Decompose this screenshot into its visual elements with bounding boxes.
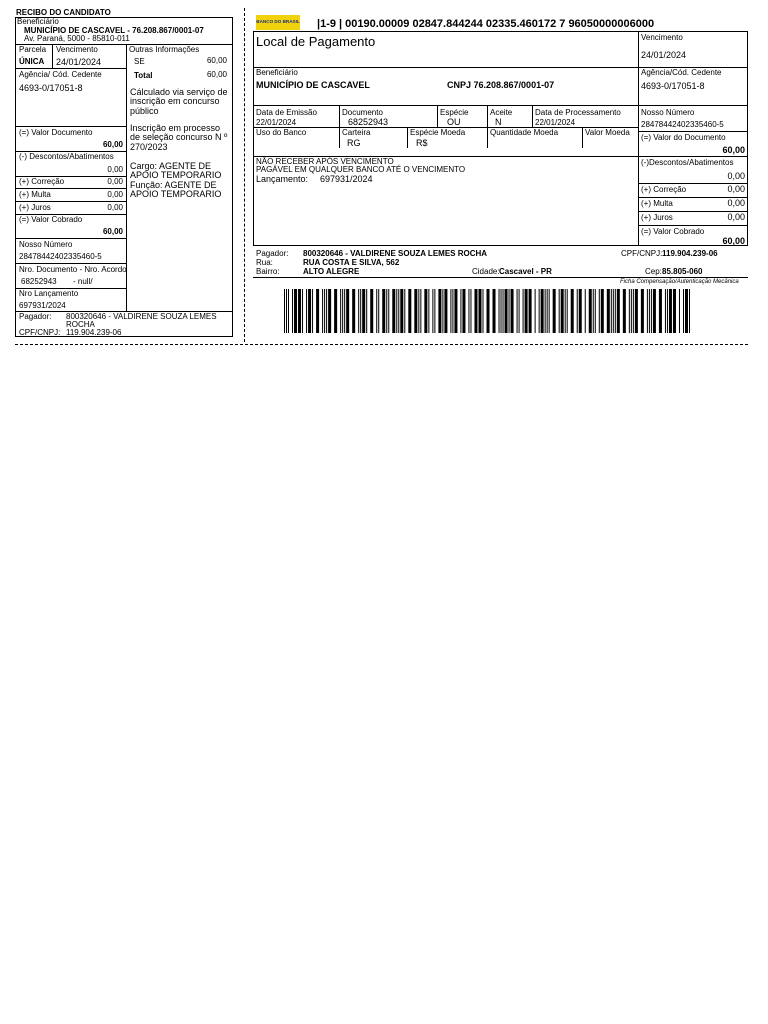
barcode-bar xyxy=(635,289,638,333)
barcode-bar xyxy=(567,289,568,333)
barcode-bar xyxy=(611,289,612,333)
boleto-juros-label: (+) Juros xyxy=(641,213,673,222)
barcode xyxy=(284,289,690,333)
barcode-bar xyxy=(400,289,403,333)
boleto-pagador-value: 800320646 - VALDIRENE SOUZA LEMES ROCHA xyxy=(303,249,488,258)
barcode-bar xyxy=(525,289,528,333)
barcode-bar xyxy=(685,289,688,333)
boleto-multa-value: 0,00 xyxy=(727,198,745,208)
barcode-bar xyxy=(633,289,634,333)
barcode-bar xyxy=(649,289,650,333)
boleto-valor-doc-label: (=) Valor do Documento xyxy=(641,133,726,142)
cut-line-vertical xyxy=(244,8,245,342)
boleto-cnpj: CNPJ 76.208.867/0001-07 xyxy=(447,80,555,90)
receipt-total-label: Total xyxy=(134,71,153,80)
barcode-bar xyxy=(617,289,620,333)
barcode-bar xyxy=(474,289,477,333)
barcode-bar xyxy=(352,289,355,333)
barcode-bar xyxy=(647,289,648,333)
boleto-multa-label: (+) Multa xyxy=(641,199,673,208)
especie-value: OU xyxy=(447,117,461,127)
barcode-bar xyxy=(326,289,327,333)
receipt-pagador-label: Pagador: xyxy=(19,312,52,321)
documento-label: Documento xyxy=(342,108,383,117)
barcode-bar xyxy=(324,289,325,333)
barcode-bar xyxy=(434,289,435,333)
barcode-bar xyxy=(539,289,540,333)
lancamento-value: 697931/2024 xyxy=(320,174,373,184)
barcode-bar xyxy=(529,289,532,333)
linha-digitavel: |1-9 | 00190.00009 02847.844244 02335.460172 7 96050000006000 xyxy=(317,18,655,30)
receipt-nro-doc-value: 68252943 xyxy=(21,277,57,286)
barcode-bar xyxy=(523,289,524,333)
barcode-bar xyxy=(615,289,616,333)
barcode-bar xyxy=(438,289,441,333)
bairro-value: ALTO ALEGRE xyxy=(303,267,360,276)
receipt-agencia-value: 4693-0/17051-8 xyxy=(19,83,83,93)
barcode-bar xyxy=(503,289,504,333)
boleto-cpf-value: 119.904.239-06 xyxy=(662,249,718,258)
boleto-agencia-value: 4693-0/17051-8 xyxy=(641,81,705,91)
barcode-bar xyxy=(565,289,566,333)
receipt-valor-doc-label: (=) Valor Documento xyxy=(19,128,93,137)
cidade-label: Cidade: xyxy=(472,267,500,276)
bank-logo xyxy=(256,15,300,30)
cidade-value: Cascavel - PR xyxy=(499,267,552,276)
receipt-correcao-value: 0,00 xyxy=(107,177,123,186)
boleto-vencimento-value: 24/01/2024 xyxy=(641,50,687,60)
receipt-nro-lanc-label: Nro Lançamento xyxy=(19,289,79,298)
ficha-compensacao-text: Ficha Compensação/Autenticação Mecânica xyxy=(620,279,739,285)
barcode-bar xyxy=(541,289,544,333)
receipt-total-value: 60,00 xyxy=(206,70,227,79)
receipt-juros-label: (+) Juros xyxy=(19,203,51,212)
receipt-correcao-label: (+) Correção xyxy=(19,177,65,186)
receipt-nro-doc-label: Nro. Documento - Nro. Acordo xyxy=(19,265,127,274)
barcode-bar xyxy=(424,289,427,333)
barcode-bar xyxy=(599,289,600,333)
data-processamento-value: 22/01/2024 xyxy=(535,118,576,127)
barcode-bar xyxy=(294,289,297,333)
barcode-bar xyxy=(493,289,496,333)
carteira-value: RG xyxy=(347,138,361,148)
receipt-multa-value: 0,00 xyxy=(107,190,123,199)
instrucao-1: NÃO RECEBER APÓS VENCIMENTO xyxy=(256,157,394,166)
barcode-bar xyxy=(631,289,632,333)
barcode-bar xyxy=(669,289,672,333)
barcode-bar xyxy=(358,289,359,333)
barcode-bar xyxy=(420,289,421,333)
barcode-bar xyxy=(511,289,514,333)
cep-label: Cep: xyxy=(645,267,662,276)
barcode-bar xyxy=(462,289,465,333)
rua-value: RUA COSTA E SILVA, 562 xyxy=(303,258,400,267)
receipt-agencia-label: Agência/ Cód. Cedente xyxy=(19,70,102,79)
barcode-bar xyxy=(683,289,684,333)
receipt-se-value: 60,00 xyxy=(206,56,227,65)
barcode-bar xyxy=(344,289,345,333)
barcode-bar xyxy=(665,289,666,333)
barcode-bar xyxy=(659,289,662,333)
receipt-info-2: Inscrição em processo de seleção concurso N º 270/2023 xyxy=(130,123,228,152)
documento-value: 68252943 xyxy=(348,117,389,127)
barcode-bar xyxy=(432,289,433,333)
barcode-bar xyxy=(487,289,490,333)
barcode-bar xyxy=(505,289,508,333)
local-pagamento-label: Local de Pagamento xyxy=(256,34,376,49)
boleto-pagador-label: Pagador: xyxy=(256,249,289,258)
barcode-bar xyxy=(286,289,287,333)
barcode-bar xyxy=(308,289,311,333)
boleto-correcao-label: (+) Correção xyxy=(641,185,687,194)
barcode-bar xyxy=(454,289,457,333)
receipt-nro-acordo-value: - null/ xyxy=(73,277,93,286)
barcode-bar xyxy=(334,289,337,333)
receipt-nosso-numero-value: 28478442402335460-5 xyxy=(19,252,102,261)
barcode-bar xyxy=(559,289,560,333)
barcode-bar xyxy=(452,289,453,333)
barcode-bar xyxy=(450,289,451,333)
barcode-bar xyxy=(595,289,596,333)
barcode-bar xyxy=(585,289,586,333)
barcode-bar xyxy=(388,289,389,333)
data-emissao-label: Data de Emissão xyxy=(256,108,317,117)
receipt-valor-cobrado-value: 60,00 xyxy=(102,227,123,236)
barcode-bar xyxy=(517,289,518,333)
lancamento-label: Lançamento: xyxy=(256,174,309,184)
barcode-bar xyxy=(673,289,676,333)
receipt-vencimento-value: 24/01/2024 xyxy=(56,57,102,67)
barcode-bar xyxy=(499,289,500,333)
aceite-value: N xyxy=(495,117,502,127)
receipt-info-3: Cargo: AGENTE DE APOIO TEMPORARIO Função: AGENTE DE APOIO TEMPORARIO xyxy=(130,161,222,200)
receipt-address: Av. Paraná, 5000 - 85810-011 xyxy=(24,34,130,43)
cep-value: 85.805-060 xyxy=(662,267,703,276)
valor-moeda-label: Valor Moeda xyxy=(585,128,630,137)
barcode-bar xyxy=(370,289,373,333)
receipt-descontos-value: 0,00 xyxy=(107,165,123,174)
barcode-bar xyxy=(679,289,680,333)
barcode-bar xyxy=(328,289,331,333)
receipt-info-1: Cálculado via serviço de inscrição em concurso público xyxy=(130,87,228,116)
barcode-bar xyxy=(501,289,502,333)
barcode-bar xyxy=(689,289,690,333)
barcode-bar xyxy=(623,289,626,333)
bairro-label: Bairro: xyxy=(256,267,280,276)
barcode-bar xyxy=(653,289,656,333)
boleto-juros-value: 0,00 xyxy=(727,212,745,222)
barcode-bar xyxy=(302,289,303,333)
bank-logo-text: BANCO DO BRASIL xyxy=(256,19,300,25)
receipt-beneficiario-value: MUNICÍPIO DE CASCAVEL - 76.208.867/0001-07 xyxy=(24,26,204,35)
uso-banco-label: Uso do Banco xyxy=(256,128,307,137)
barcode-bar xyxy=(547,289,548,333)
boleto-valor-cobrado-label: (=) Valor Cobrado xyxy=(641,227,705,236)
barcode-bar xyxy=(549,289,550,333)
receipt-nro-lanc-value: 697931/2024 xyxy=(19,301,66,310)
barcode-bar xyxy=(535,289,536,333)
boleto-descontos-value: 0,00 xyxy=(727,171,745,181)
barcode-bar xyxy=(378,289,379,333)
receipt-beneficiario-label: Beneficiário xyxy=(17,17,59,26)
receipt-valor-cobrado-label: (=) Valor Cobrado xyxy=(19,215,83,224)
barcode-bar xyxy=(651,289,652,333)
especie-moeda-label: Espécie Moeda xyxy=(410,128,466,137)
receipt-multa-label: (+) Multa xyxy=(19,190,51,199)
boleto-vencimento-label: Vencimento xyxy=(641,33,683,42)
barcode-bar xyxy=(470,289,471,333)
barcode-bar xyxy=(519,289,520,333)
cut-line-horizontal xyxy=(15,344,748,345)
barcode-bar xyxy=(478,289,481,333)
boleto-descontos-label: (-)Descontos/Abatimentos xyxy=(641,158,734,167)
barcode-bar xyxy=(316,289,319,333)
barcode-bar xyxy=(382,289,385,333)
instrucao-2: PAGÁVEL EM QUALQUER BANCO ATÉ O VENCIMENTO xyxy=(256,165,466,174)
barcode-bar xyxy=(418,289,419,333)
barcode-bar xyxy=(366,289,367,333)
receipt-valor-doc-value: 60,00 xyxy=(102,140,123,149)
boleto-nosso-numero-value: 28478442402335460-5 xyxy=(641,120,724,129)
receipt-cpf-label: CPF/CNPJ: xyxy=(19,328,61,337)
carteira-label: Carteira xyxy=(342,128,371,137)
receipt-pagador-value: 800320646 - VALDIRENE SOUZA LEMES ROCHA xyxy=(66,312,217,330)
barcode-bar xyxy=(398,289,399,333)
barcode-bar xyxy=(322,289,323,333)
especie-label: Espécie xyxy=(440,108,469,117)
barcode-bar xyxy=(561,289,564,333)
receipt-vencimento-label: Vencimento xyxy=(56,45,98,54)
barcode-bar xyxy=(468,289,469,333)
barcode-bar xyxy=(362,289,365,333)
barcode-bar xyxy=(667,289,668,333)
barcode-bar xyxy=(613,289,614,333)
barcode-bar xyxy=(306,289,307,333)
barcode-bar xyxy=(360,289,361,333)
barcode-bar xyxy=(342,289,343,333)
barcode-bar xyxy=(376,289,377,333)
barcode-bar xyxy=(571,289,574,333)
receipt-se-label: SE xyxy=(134,57,145,66)
barcode-bar xyxy=(641,289,644,333)
barcode-bar xyxy=(346,289,349,333)
barcode-bar xyxy=(509,289,510,333)
boleto-beneficiario-value: MUNICÍPIO DE CASCAVEL xyxy=(256,80,370,90)
barcode-bar xyxy=(284,289,285,333)
barcode-bar xyxy=(577,289,578,333)
aceite-label: Aceite xyxy=(490,108,513,117)
barcode-bar xyxy=(444,289,447,333)
barcode-bar xyxy=(545,289,546,333)
boleto-correcao-value: 0,00 xyxy=(727,184,745,194)
barcode-bar xyxy=(629,289,630,333)
barcode-bar xyxy=(601,289,604,333)
barcode-bar xyxy=(589,289,592,333)
receipt-descontos-label: (-) Descontos/Abatimentos xyxy=(19,152,114,161)
barcode-bar xyxy=(553,289,556,333)
boleto-beneficiario-label: Beneficiário xyxy=(256,68,298,77)
barcode-bar xyxy=(460,289,461,333)
barcode-bar xyxy=(396,289,397,333)
receipt-juros-value: 0,00 xyxy=(107,203,123,212)
receipt-parcela-label: Parcela xyxy=(19,45,47,54)
boleto-nosso-numero-label: Nosso Número xyxy=(641,108,695,117)
barcode-bar xyxy=(414,289,417,333)
quantidade-moeda-label: Quantidade Moeda xyxy=(490,128,559,137)
especie-moeda-value: R$ xyxy=(416,138,428,148)
data-processamento-label: Data de Processamento xyxy=(535,108,621,117)
boleto-cpf-label: CPF/CNPJ: xyxy=(621,249,663,258)
barcode-bar xyxy=(288,289,289,333)
barcode-bar xyxy=(482,289,483,333)
barcode-bar xyxy=(292,289,293,333)
barcode-bar xyxy=(579,289,582,333)
rua-label: Rua: xyxy=(256,258,273,267)
receipt-title: RECIBO DO CANDIDATO xyxy=(16,8,111,17)
receipt-parcela-value: ÚNICA xyxy=(19,57,45,66)
barcode-bar xyxy=(312,289,313,333)
data-emissao-value: 22/01/2024 xyxy=(256,118,297,127)
barcode-bar xyxy=(404,289,405,333)
barcode-bar xyxy=(607,289,610,333)
receipt-nosso-numero-label: Nosso Número xyxy=(19,240,73,249)
barcode-bar xyxy=(408,289,411,333)
barcode-bar xyxy=(298,289,301,333)
boleto-agencia-label: Agência/Cód. Cedente xyxy=(641,68,722,77)
barcode-bar xyxy=(428,289,429,333)
barcode-bar xyxy=(442,289,443,333)
barcode-bar xyxy=(392,289,395,333)
barcode-bar xyxy=(593,289,594,333)
boleto-valor-cobrado-value: 60,00 xyxy=(722,236,745,246)
barcode-bar xyxy=(340,289,341,333)
boleto-valor-doc-value: 60,00 xyxy=(722,145,745,155)
receipt-cpf-value: 119.904.239-06 xyxy=(66,328,122,337)
barcode-bar xyxy=(386,289,387,333)
receipt-outras-label: Outras Informações xyxy=(129,45,200,54)
